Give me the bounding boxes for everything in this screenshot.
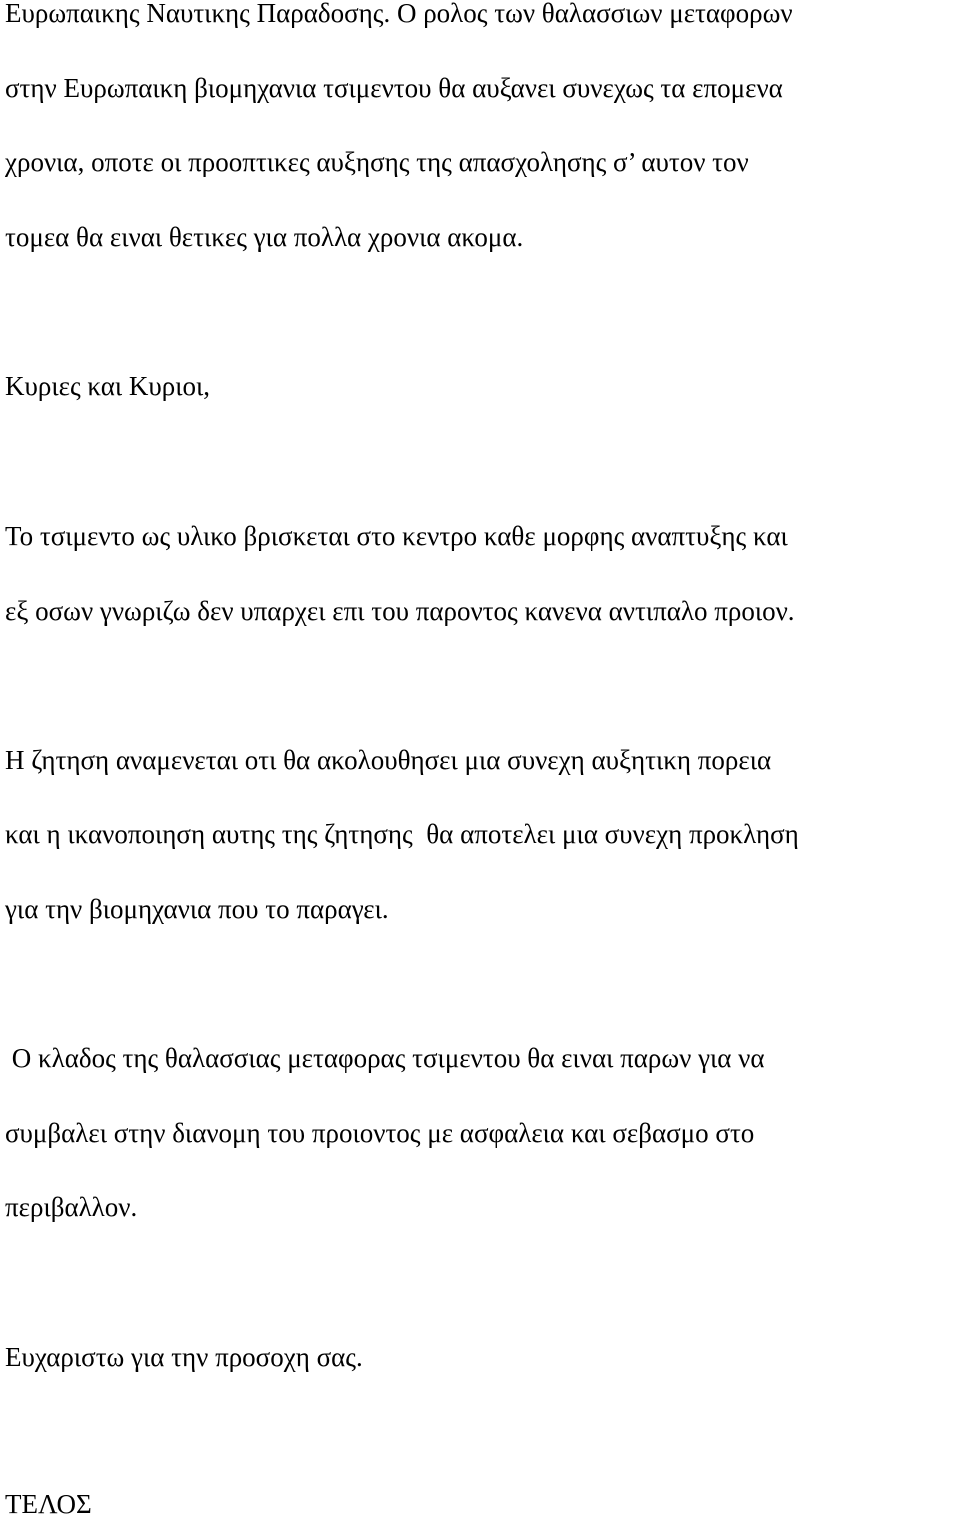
text-line: για την βιομηχανια που το παραγει. xyxy=(5,894,389,924)
text-line: συμβαλει στην διανομη του προιοντος με ασφαλεια και σεβασμο στο xyxy=(5,1118,755,1148)
text-line: εξ οσων γνωριζω δεν υπαρχει επι του παροντος κανενα αντιπαλο προιον. xyxy=(5,596,795,626)
text-line: χρονια, οποτε οι προοπτικες αυξησης της απασχολησης σ’ αυτον τον xyxy=(5,147,749,177)
text-line: Ο κλαδος της θαλασσιας μεταφορας τσιμεντου θα ειναι παρων για να xyxy=(5,1043,765,1073)
text-line: περιβαλλον. xyxy=(5,1192,138,1222)
text-line: τομεα θα ειναι θετικες για πολλα χρονια ακομα. xyxy=(5,222,524,252)
text-line: Κυριες και Κυριοι, xyxy=(5,371,211,401)
text-line: στην Ευρωπαικη βιομηχανια τσιμεντου θα αυξανει συνεχως τα επομενα xyxy=(5,73,783,103)
text-line: Η ζητηση αναμενεται οτι θα ακολουθησει μια συνεχη αυξητικη πορεια xyxy=(5,745,772,775)
end-marker: ΤΕΛΟΣ xyxy=(5,1489,92,1519)
text-line: Ευχαριστω για την προσοχη σας. xyxy=(5,1342,363,1372)
text-line: και η ικανοποιηση αυτης της ζητησης θα αποτελει μια συνεχη προκληση xyxy=(5,819,799,849)
text-line: Το τσιμεντο ως υλικο βρισκεται στο κεντρο καθε μορφης αναπτυξης και xyxy=(5,521,788,551)
text-line: Ευρωπαικης Ναυτικης Παραδοσης. Ο ρολος των θαλασσιων μεταφορων xyxy=(5,0,793,28)
